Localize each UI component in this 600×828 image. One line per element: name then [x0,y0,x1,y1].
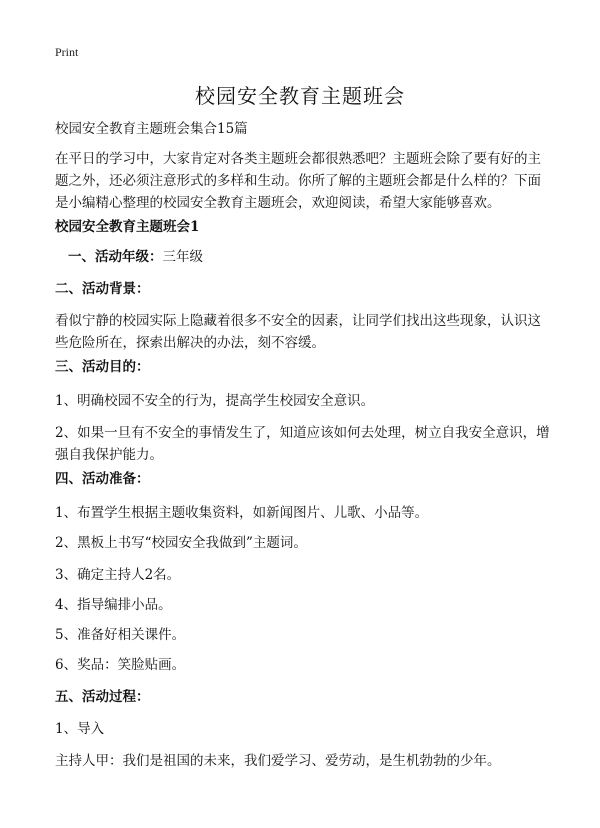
preparation-item-2: 2、黑板上书写“校园安全我做到”主题词。 [55,535,307,551]
host-line: 主持人甲：我们是祖国的未来，我们爱学习、爱劳动，是生机勃勃的少年。 [55,753,501,769]
process-heading: 五、活动过程： [55,689,150,705]
preparation-item-1: 1、布置学生根据主题收集资料，如新闻图片、儿歌、小品等。 [55,505,429,521]
preparation-heading: 四、活动准备： [55,471,150,487]
preparation-item-3: 3、确定主持人2名。 [55,567,181,583]
preparation-item-4: 4、指导编排小品。 [55,597,172,613]
print-link[interactable]: Print [55,45,79,59]
purpose-item-2: 2、如果一旦有不安全的事情发生了，知道应该如何去处理，树立自我安全意识，增强自我保护能力。 [55,425,550,463]
section-title: 校园安全教育主题班会1 [55,219,200,235]
grade-line [68,246,563,268]
background-text: 看似宁静的校园实际上隐藏着很多不安全的因素，让同学们找出这些现象，认识这些危险所在，探索出解决的办法，刻不容缓。 [55,313,541,351]
grade-value: 三年级 [162,249,203,265]
background-heading: 二、活动背景： [55,281,150,297]
preparation-item-6: 6、奖品：笑脸贴画。 [55,657,186,673]
page-title: 校园安全教育主题班会 [195,84,405,108]
purpose-item-1: 1、明确校园不安全的行为，提高学生校园安全意识。 [55,393,375,409]
purpose-heading: 三、活动目的： [55,359,150,375]
document-subtitle: 校园安全教育主题班会集合15篇 [55,121,248,137]
grade-label: 一、活动年级： [68,249,163,265]
process-item-1: 1、导入 [55,721,105,737]
preparation-item-5: 5、准备好相关课件。 [55,627,186,643]
intro-paragraph: 在平日的学习中，大家肯定对各类主题班会都很熟悉吧？主题班会除了要有好的主题之外，还必须注意形式的多样和生动。你所了解的主题班会都是什么样的？下面是小编精心整理的校园安全教育主题班会，欢迎阅读，希望大家能够喜欢。 [55,151,541,211]
